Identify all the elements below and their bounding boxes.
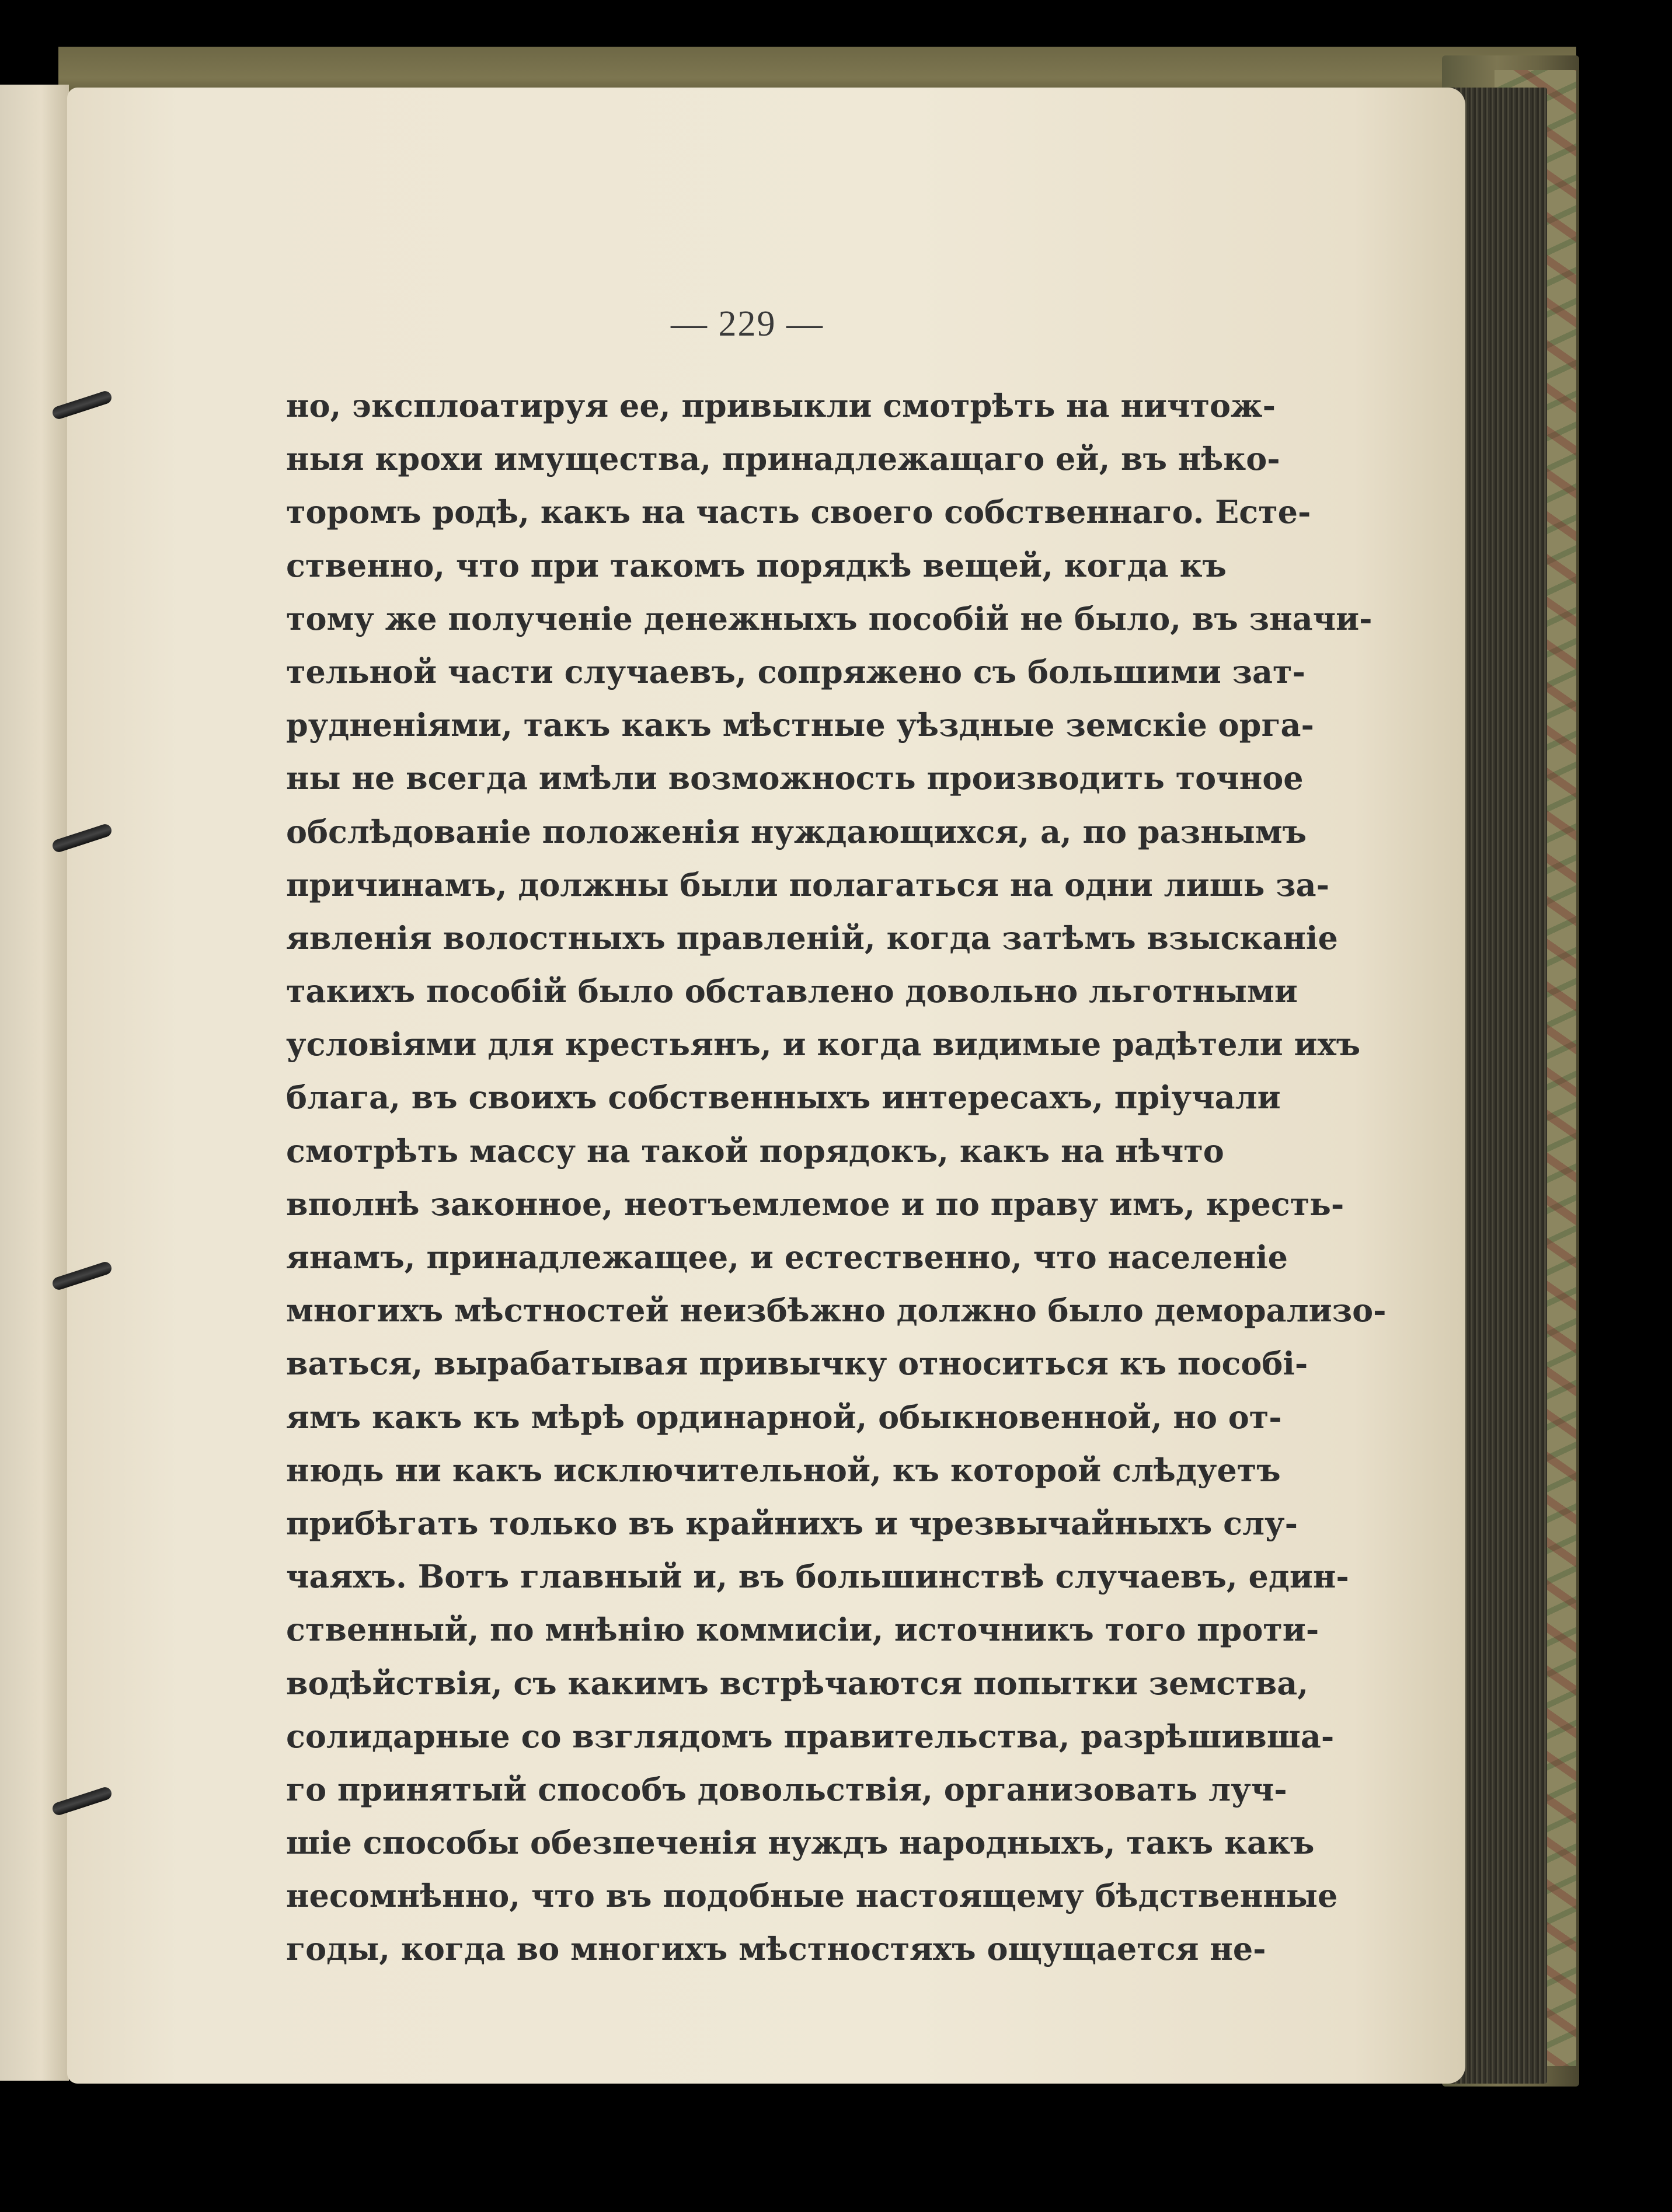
text-line: вполнѣ законное, неотъемлемое и по праву имъ, кресть- bbox=[286, 1185, 1344, 1223]
page-number: — 229 — bbox=[671, 304, 824, 344]
text-line: ваться, вырабатывая привычку относиться къ пособі- bbox=[286, 1345, 1308, 1383]
text-line: смотрѣть массу на такой порядокъ, какъ на нѣчто bbox=[286, 1132, 1224, 1170]
text-line: янамъ, принадлежащее, и естественно, что населеніе bbox=[286, 1238, 1288, 1276]
text-line: ственно, что при такомъ порядкѣ вещей, когда къ bbox=[286, 546, 1227, 584]
text-line: торомъ родѣ, какъ на часть своего собственнаго. Есте- bbox=[286, 493, 1311, 531]
text-line: блага, въ своихъ собственныхъ интересахъ, пріучали bbox=[286, 1079, 1281, 1117]
text-line: многихъ мѣстностей неизбѣжно должно было деморализо- bbox=[286, 1292, 1387, 1330]
text-line: тому же полученіе денежныхъ пособій не было, въ значи- bbox=[286, 599, 1373, 637]
text-line: тельной части случаевъ, сопряжено съ большими зат- bbox=[286, 653, 1305, 690]
text-line: причинамъ, должны были полагаться на одни лишь за- bbox=[286, 866, 1330, 903]
text-line: водѣйствія, съ какимъ встрѣчаются попытки земства, bbox=[286, 1664, 1309, 1702]
text-line: но, эксплоатируя ее, привыкли смотрѣть на ничтож- bbox=[286, 387, 1276, 424]
text-line: го принятый способъ довольствія, организовать луч- bbox=[286, 1770, 1287, 1808]
text-line: ны не всегда имѣли возможность производить точное bbox=[286, 759, 1304, 797]
text-line: рудненіями, такъ какъ мѣстные уѣздные земскіе орга- bbox=[286, 706, 1314, 744]
text-line: годы, когда во многихъ мѣстностяхъ ощущается не- bbox=[286, 1930, 1266, 1968]
text-line: нюдь ни какъ исключительной, къ которой слѣдуетъ bbox=[286, 1451, 1281, 1489]
text-line: ямъ какъ къ мѣрѣ ординарной, обыкновенной, но от- bbox=[286, 1398, 1282, 1436]
text-line: чаяхъ. Вотъ главный и, въ большинствѣ случаевъ, един- bbox=[286, 1558, 1349, 1596]
text-line: ственный, по мнѣнію коммисіи, источникъ того проти- bbox=[286, 1611, 1319, 1649]
text-line: ныя крохи имущества, принадлежащаго ей, въ нѣко- bbox=[286, 440, 1280, 478]
text-line: шіе способы обезпеченія нуждъ народныхъ, такъ какъ bbox=[286, 1824, 1315, 1862]
text-line: явленія волостныхъ правленій, когда затѣмъ взысканіе bbox=[286, 919, 1338, 957]
text-line: несомнѣнно, что въ подобные настоящему бѣдственные bbox=[286, 1877, 1338, 1915]
left-page bbox=[0, 85, 69, 2081]
text-line: прибѣгать только въ крайнихъ и чрезвычайныхъ слу- bbox=[286, 1504, 1298, 1542]
text-line: обслѣдованіе положенія нуждающихся, а, по разнымъ bbox=[286, 812, 1307, 850]
text-line: условіями для крестьянъ, и когда видимые радѣтели ихъ bbox=[286, 1025, 1361, 1063]
text-line: солидарные со взглядомъ правительства, разрѣшивша- bbox=[286, 1717, 1335, 1755]
text-line: такихъ пособій было обставлено довольно льготными bbox=[286, 972, 1298, 1010]
page-text bbox=[286, 379, 1387, 1976]
